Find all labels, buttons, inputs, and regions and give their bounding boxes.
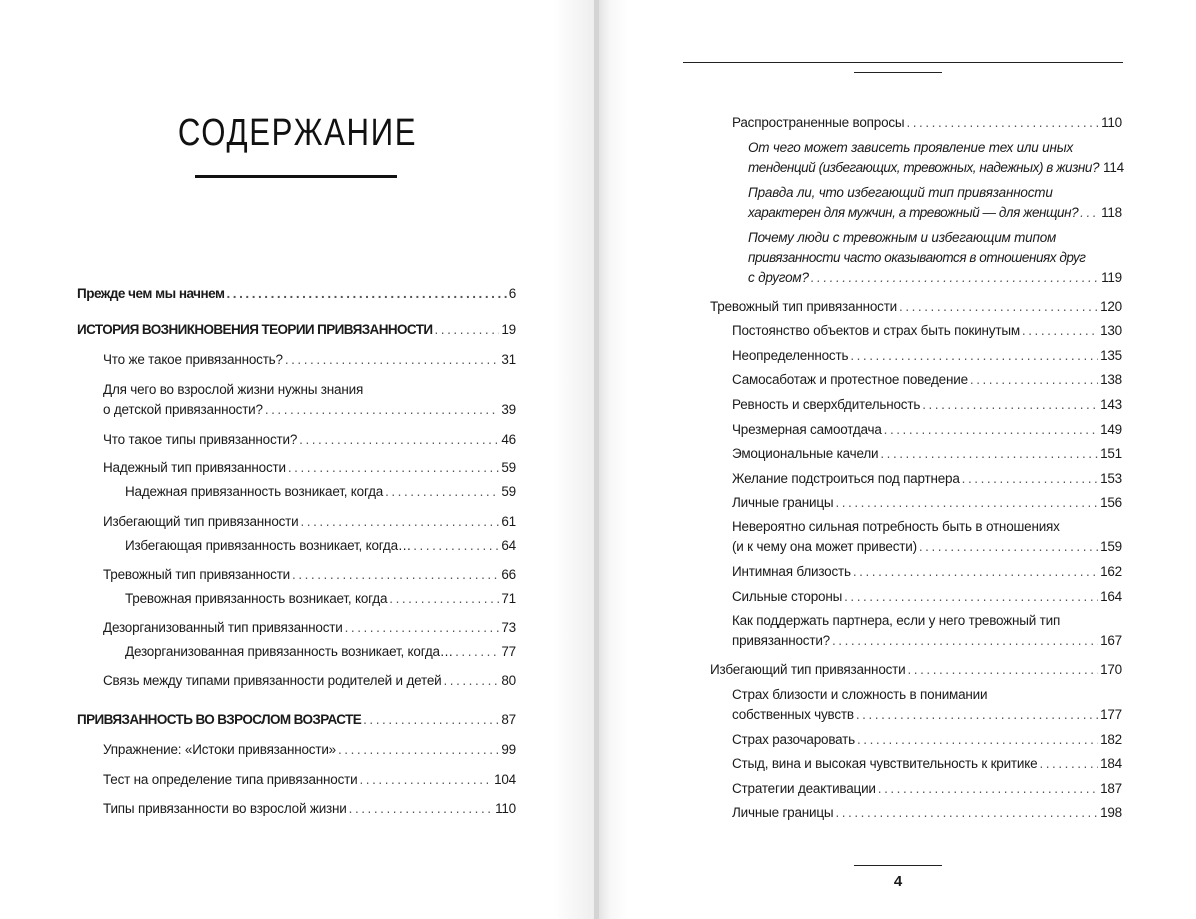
- toc-entry-text: ПРИВЯЗАННОСТЬ ВО ВЗРОСЛОМ ВОЗРАСТЕ: [77, 712, 362, 727]
- leader-dots: [299, 430, 499, 450]
- toc-entry-page: 64: [501, 538, 516, 553]
- toc-entry[interactable]: [732, 469, 1122, 489]
- leader-dots: [288, 458, 500, 478]
- toc-entry-text: Стратегии деактивации: [732, 781, 876, 796]
- toc-entry[interactable]: [732, 395, 1122, 415]
- page-title: СОДЕРЖАНИЕ: [177, 112, 418, 154]
- toc-entry-text: Прежде чем мы начнем: [77, 286, 225, 301]
- toc-entry[interactable]: [748, 138, 1122, 178]
- toc-entry-text: Что такое типы привязанности?: [103, 432, 298, 447]
- leader-dots: [878, 779, 1098, 799]
- toc-entry[interactable]: [77, 320, 516, 340]
- toc-entry-page: 143: [1100, 397, 1122, 412]
- toc-entry[interactable]: [103, 380, 516, 420]
- leader-dots: [227, 284, 507, 304]
- toc-entry[interactable]: [732, 113, 1122, 133]
- toc-entry-text: Чрезмерная самоотдача: [732, 422, 882, 437]
- toc-entry[interactable]: [732, 803, 1122, 823]
- toc-entry-text: Желание подстроиться под партнера: [732, 471, 960, 486]
- toc-entry-text-line1: Страх близости и сложность в понимании: [732, 687, 988, 702]
- toc-entry-text: Постоянство объектов и страх быть покинутым: [732, 323, 1020, 338]
- toc-entry[interactable]: [732, 779, 1122, 799]
- toc-entry-page: 73: [501, 620, 516, 635]
- toc-entry[interactable]: [103, 799, 516, 819]
- toc-entry-page: 6: [508, 286, 516, 301]
- toc-entry-page: 46: [501, 432, 516, 447]
- toc-entry[interactable]: [125, 642, 516, 662]
- toc-entry-page: 159: [1100, 539, 1122, 554]
- leader-dots: [835, 493, 1098, 513]
- toc-entry-page: 59: [501, 460, 516, 475]
- toc-entry-text-line2: привязанности часто оказываются в отношениях друг: [748, 250, 1086, 265]
- page-number: 4: [893, 873, 903, 890]
- toc-entry-text: собственных чувств: [732, 707, 854, 722]
- leader-dots: [385, 482, 499, 502]
- toc-entry[interactable]: [732, 754, 1122, 774]
- toc-entry[interactable]: [125, 589, 516, 609]
- toc-entry-page: 149: [1100, 422, 1122, 437]
- toc-entry-page: 135: [1100, 348, 1122, 363]
- leader-dots: [292, 565, 499, 585]
- toc-entry[interactable]: [103, 350, 516, 370]
- toc-entry-text: Личные границы: [732, 805, 834, 820]
- toc-entry-page: 19: [501, 322, 516, 337]
- toc-entry-page: 187: [1100, 781, 1122, 796]
- toc-entry-page: 31: [501, 352, 516, 367]
- toc-entry-text: Тревожная привязанность возникает, когда: [125, 591, 388, 606]
- toc-entry[interactable]: [103, 770, 516, 790]
- toc-entry[interactable]: [710, 660, 1122, 680]
- toc-entry-text: Тест на определение типа привязанности: [103, 772, 358, 787]
- toc-entry-text: Личные границы: [732, 495, 834, 510]
- toc-entry[interactable]: [103, 430, 516, 450]
- toc-entry-text: Избегающая привязанность возникает, когда…: [125, 538, 412, 553]
- toc-entry-page: 71: [501, 591, 516, 606]
- toc-entry[interactable]: [732, 517, 1122, 557]
- toc-entry-page: 198: [1100, 805, 1122, 820]
- toc-entry-text: Надежная привязанность возникает, когда: [125, 484, 384, 499]
- toc-entry[interactable]: [732, 730, 1122, 750]
- leader-dots: [265, 400, 500, 420]
- leader-dots: [338, 740, 499, 760]
- toc-entry-page: 138: [1100, 372, 1122, 387]
- leader-dots: [349, 799, 493, 819]
- toc-entry-text: Надежный тип привязанности: [103, 460, 286, 475]
- leader-dots: [906, 113, 1099, 133]
- toc-entry[interactable]: [103, 618, 516, 638]
- leader-dots: [285, 350, 500, 370]
- toc-entry-text: Эмоциональные качели: [732, 446, 879, 461]
- leader-dots: [850, 346, 1098, 366]
- leader-dots: [413, 536, 499, 556]
- toc-entry-text: Избегающий тип привязанности: [103, 514, 299, 529]
- toc-entry-text: Распространенные вопросы: [732, 115, 905, 130]
- toc-entry-text: Избегающий тип привязанности: [710, 662, 906, 677]
- toc-entry[interactable]: [732, 444, 1122, 464]
- toc-entry[interactable]: [710, 297, 1122, 317]
- header-short-rule: [854, 72, 942, 73]
- leader-dots: [811, 268, 1099, 288]
- leader-dots: [899, 297, 1098, 317]
- toc-entry[interactable]: [732, 370, 1122, 390]
- toc-entry-text: Неопределенность: [732, 348, 849, 363]
- toc-entry-page: 182: [1100, 732, 1122, 747]
- leader-dots: [835, 803, 1098, 823]
- toc-entry[interactable]: [103, 512, 516, 532]
- toc-entry-text-line1: Невероятно сильная потребность быть в отношениях: [732, 519, 1060, 534]
- toc-entry-text: тенденций (избегающих, тревожных, надежных) в жизни?: [748, 160, 1100, 175]
- toc-entry-page: 151: [1100, 446, 1122, 461]
- toc-entry-text: (и к чему она может привести): [732, 539, 917, 554]
- toc-entry[interactable]: [125, 482, 516, 502]
- toc-entry-page: 170: [1100, 662, 1122, 677]
- toc-entry-text: Ревность и сверхбдительность: [732, 397, 921, 412]
- toc-entry-page: 39: [501, 402, 516, 417]
- leader-dots: [345, 618, 500, 638]
- footer-rule: [854, 865, 942, 866]
- toc-entry-text: Тревожный тип привязанности: [710, 299, 898, 314]
- toc-entry-text-line1: Почему люди с тревожным и избегающим типом: [748, 230, 1057, 245]
- toc-entry-text-line1: Для чего во взрослой жизни нужны знания: [103, 382, 364, 397]
- leader-dots: [1080, 203, 1099, 223]
- leader-dots: [857, 730, 1098, 750]
- toc-entry[interactable]: [732, 587, 1122, 607]
- toc-entry[interactable]: [125, 536, 516, 556]
- toc-entry-text: Дезорганизованный тип привязанности: [103, 620, 343, 635]
- toc-entry[interactable]: [732, 420, 1122, 440]
- toc-entry-page: 99: [501, 742, 516, 757]
- leader-dots: [301, 512, 500, 532]
- toc-entry-page: 130: [1100, 323, 1122, 338]
- leader-dots: [884, 420, 1098, 440]
- toc-entry-text: Что же такое привязанность?: [103, 352, 283, 367]
- toc-entry-page: 120: [1100, 299, 1122, 314]
- toc-entry-page: 114: [1103, 160, 1124, 175]
- leader-dots: [455, 642, 499, 662]
- leader-dots: [359, 770, 492, 790]
- leader-dots: [832, 631, 1098, 651]
- toc-entry-page: 110: [495, 801, 516, 816]
- toc-entry-text-line1: Правда ли, что избегающий тип привязанности: [748, 185, 1053, 200]
- toc-entry-page: 164: [1100, 589, 1122, 604]
- toc-entry-page: 104: [494, 772, 516, 787]
- leader-dots: [962, 469, 1098, 489]
- toc-entry[interactable]: [748, 228, 1122, 288]
- toc-entry-page: 119: [1101, 270, 1122, 285]
- toc-entry-text: о детской привязанности?: [103, 402, 263, 417]
- toc-entry[interactable]: [103, 671, 516, 691]
- leader-dots: [856, 705, 1098, 725]
- toc-entry[interactable]: [103, 458, 516, 478]
- toc-entry[interactable]: [103, 740, 516, 760]
- toc-entry-text: Стыд, вина и высокая чувствительность к критике: [732, 756, 1038, 771]
- leader-dots: [443, 671, 499, 691]
- toc-entry-text: Упражнение: «Истоки привязанности»: [103, 742, 336, 757]
- toc-entry-text: Сильные стороны: [732, 589, 843, 604]
- toc-entry[interactable]: [732, 493, 1122, 513]
- toc-entry-text: Типы привязанности во взрослой жизни: [103, 801, 347, 816]
- toc-entry-text: привязанности?: [732, 633, 830, 648]
- toc-entry-text: характерен для мужчин, а тревожный — для женщин?: [748, 205, 1079, 220]
- toc-entry-page: 118: [1101, 205, 1122, 220]
- leader-dots: [1039, 754, 1098, 774]
- toc-entry[interactable]: [732, 685, 1122, 725]
- toc-entry-page: 167: [1100, 633, 1122, 648]
- toc-entry-text: Дезорганизованная привязанность возникает, когда…: [125, 644, 454, 659]
- title-underline: [195, 175, 397, 178]
- toc-entry[interactable]: [77, 710, 516, 730]
- leader-dots: [434, 320, 499, 340]
- toc-entry-page: 80: [501, 673, 516, 688]
- toc-entry[interactable]: [748, 183, 1122, 223]
- leader-dots: [389, 589, 499, 609]
- toc-entry-text: с другом?: [748, 270, 809, 285]
- toc-entry-page: 184: [1100, 756, 1122, 771]
- toc-entry[interactable]: [77, 284, 516, 304]
- leader-dots: [908, 660, 1099, 680]
- toc-entry-text-line1: Как поддержать партнера, если у него тревожный тип: [732, 613, 1061, 628]
- toc-entry-text: Самосаботаж и протестное поведение: [732, 372, 968, 387]
- toc-entry[interactable]: [732, 346, 1122, 366]
- toc-entry-text: Страх разочаровать: [732, 732, 855, 747]
- toc-entry[interactable]: [732, 611, 1122, 651]
- toc-entry[interactable]: [732, 321, 1122, 341]
- toc-entry-page: 162: [1100, 564, 1122, 579]
- toc-entry-page: 153: [1100, 471, 1122, 486]
- toc-entry[interactable]: [732, 562, 1122, 582]
- leader-dots: [1022, 321, 1098, 341]
- header-rule: [683, 62, 1123, 63]
- toc-entry-text-line1: От чего может зависеть проявление тех или иных: [748, 140, 1073, 155]
- toc-entry-text: Тревожный тип привязанности: [103, 567, 291, 582]
- toc-entry-page: 59: [501, 484, 516, 499]
- leader-dots: [880, 444, 1098, 464]
- toc-entry-page: 77: [501, 644, 516, 659]
- book-gutter: [594, 0, 599, 919]
- leader-dots: [363, 710, 499, 730]
- toc-entry-page: 110: [1101, 115, 1122, 130]
- leader-dots: [970, 370, 1098, 390]
- leader-dots: [844, 587, 1098, 607]
- leader-dots: [922, 395, 1098, 415]
- toc-entry-page: 66: [501, 567, 516, 582]
- toc-entry-page: 87: [501, 712, 516, 727]
- toc-entry-text: Интимная близость: [732, 564, 851, 579]
- leader-dots: [853, 562, 1098, 582]
- toc-entry-page: 61: [501, 514, 516, 529]
- toc-entry-text: Связь между типами привязанности родителей и детей: [103, 673, 442, 688]
- leader-dots: [919, 537, 1098, 557]
- toc-entry-page: 177: [1100, 707, 1122, 722]
- toc-entry-page: 156: [1100, 495, 1122, 510]
- toc-entry-text: ИСТОРИЯ ВОЗНИКНОВЕНИЯ ТЕОРИИ ПРИВЯЗАННОСТИ: [77, 322, 433, 337]
- toc-entry[interactable]: [103, 565, 516, 585]
